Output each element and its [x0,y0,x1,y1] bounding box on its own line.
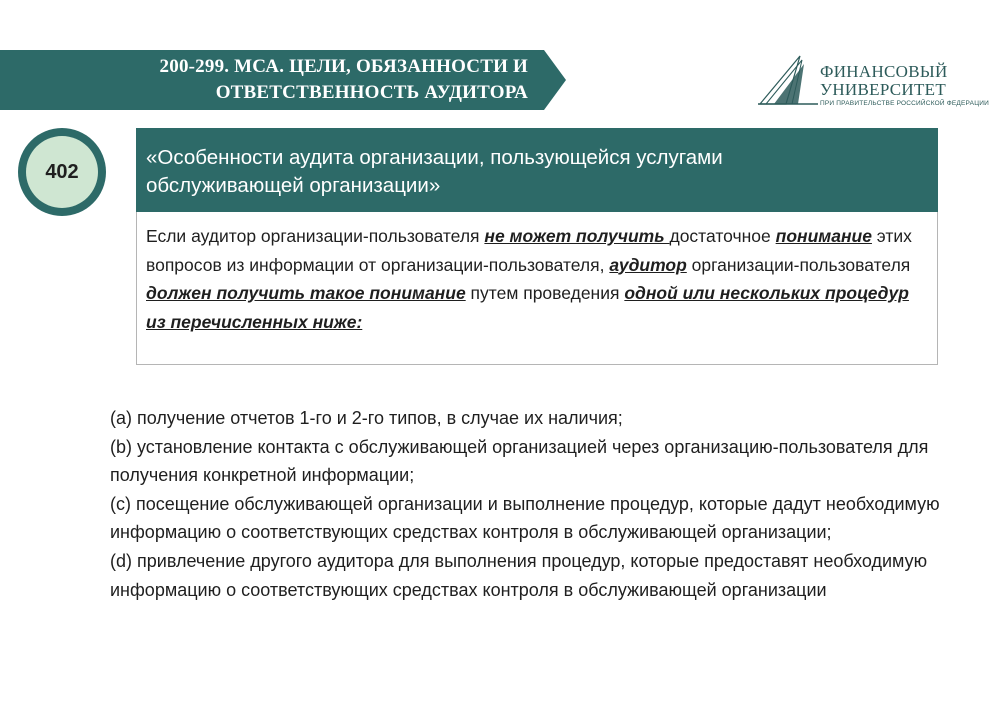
list-item: (b) установление контакта с обслуживающей организацией через организацию-пользователя для получения конкретной информации; [110,436,929,486]
slide-title [88,54,528,106]
slide-title-line-2: ОТВЕТСТВЕННОСТЬ АУДИТОРА [215,82,528,103]
paragraph-text: этих вопросов из информации от организации-пользователя, [146,226,912,275]
title-banner [0,50,570,110]
logo-line-1: ФИНАНСОВЫЙ [820,62,948,81]
emphasis-text: одной или нескольких процедур из перечисленных ниже: [146,283,909,332]
section-header [136,128,938,212]
list-item: (c) посещение обслуживающей организации и выполнение процедур, которые дадут необходимую информацию о соответствующих средствах контроля в обслуживающей организации; [110,493,940,543]
procedure-list [110,404,940,604]
slide-title-line-1: 200-299. МСА. ЦЕЛИ, ОБЯЗАННОСТИ И [159,56,528,77]
logo-line-3: ПРИ ПРАВИТЕЛЬСТВЕ РОССИЙСКОЙ ФЕДЕРАЦИИ [820,100,989,107]
paragraph-text: Если аудитор организации-пользователя [146,226,485,246]
paragraph-text: организации-пользователя [686,254,911,275]
emphasis-text: должен получить такое понимание [146,283,466,303]
list-item: (d) привлечение другого аудитора для выполнения процедур, которые предоставят необходимую информацию о соответствующих средствах контроля в обслуживающей организации [110,550,928,600]
emphasis-text: понимание [775,226,872,246]
university-logo [756,50,989,110]
emphasis-text: не может получить [484,226,670,246]
paragraph-text: достаточное [669,226,776,246]
standard-number: 402 [26,136,98,208]
standard-number-badge [18,128,106,216]
logo-emblem-icon [756,50,820,110]
emphasis-text: аудитор [609,254,687,275]
paragraph-text: путем проведения [465,283,625,303]
logo-line-2: УНИВЕРСИТЕТ [820,80,947,99]
content-box [136,212,938,365]
content-paragraph [146,222,926,336]
list-item: (a) получение отчетов 1-го и 2-го типов, в случае их наличия; [110,408,623,428]
section-title: «Особенности аудита организации, пользующейся услугами обслуживающей организации» [146,146,723,197]
